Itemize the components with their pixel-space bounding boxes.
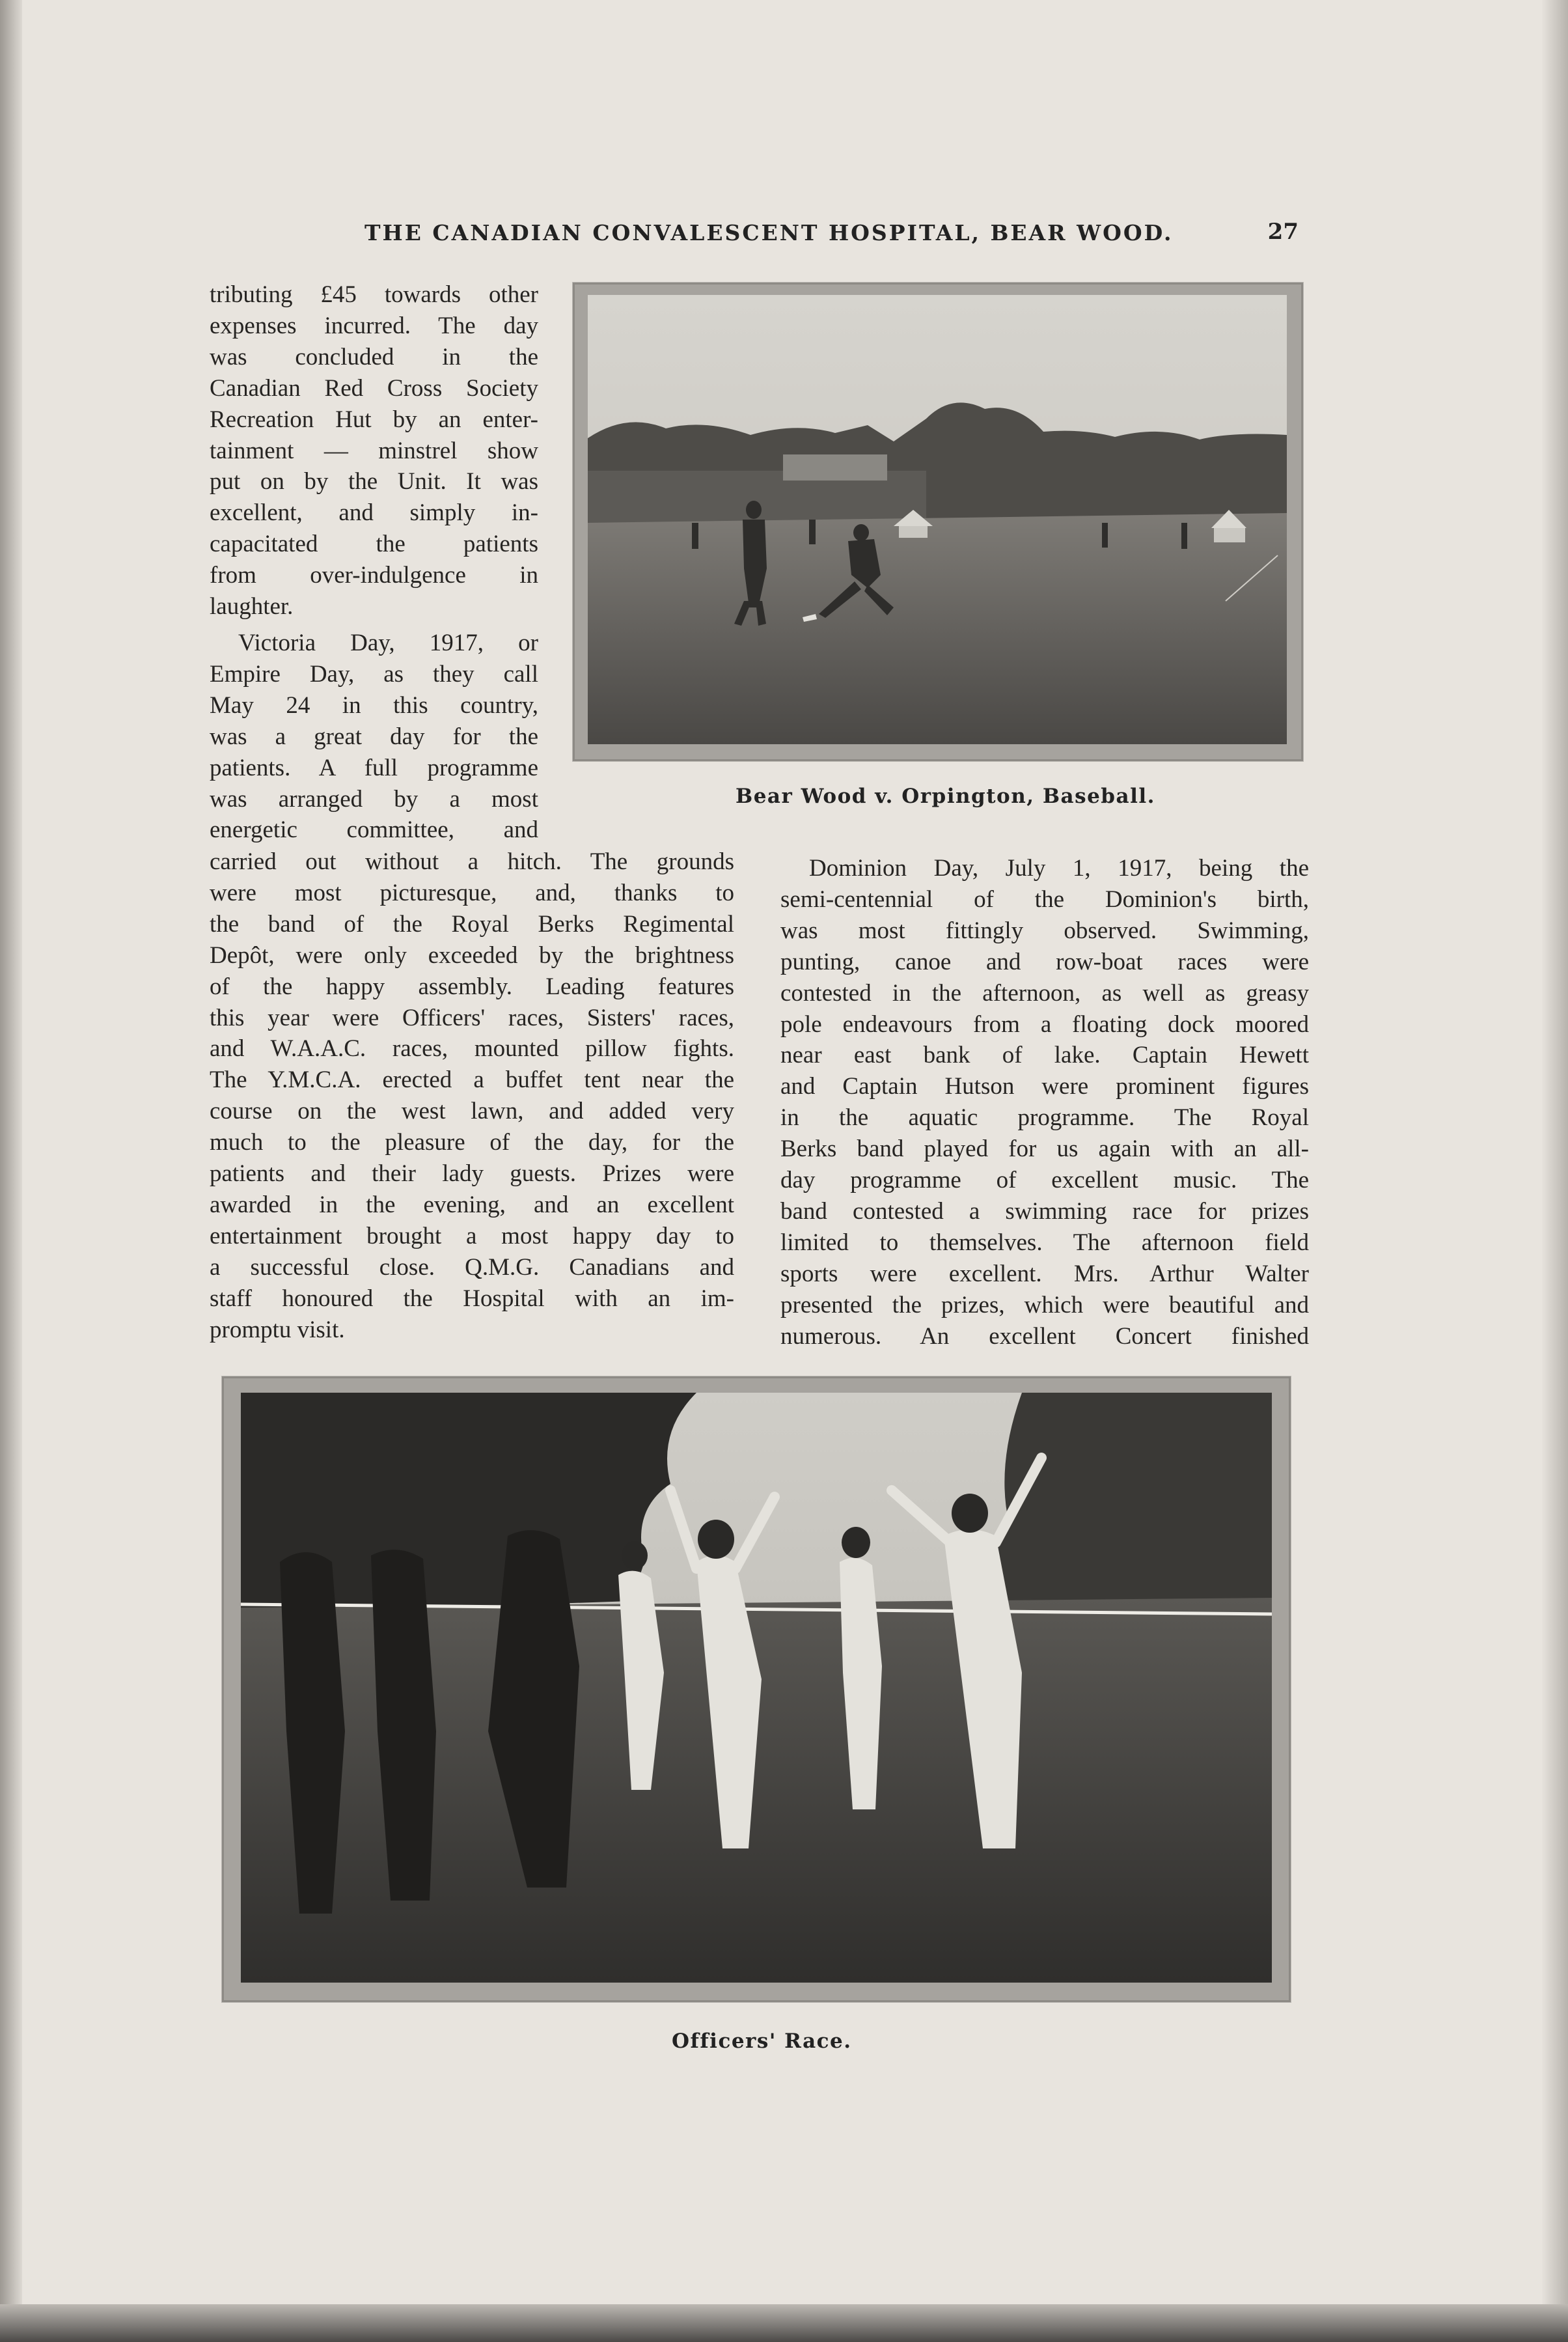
text-line: much to the pleasure of the day, for the <box>210 1129 734 1156</box>
text-line: The Y.M.C.A. erected a buffet tent near the <box>210 1066 734 1094</box>
text-line: energetic committee, and <box>210 816 538 844</box>
left-column-paragraph-1 <box>210 279 538 622</box>
text-line: promptu visit. <box>210 1316 345 1343</box>
text-line: day programme of excellent music. The <box>780 1167 1309 1194</box>
text-line: the band of the Royal Berks Regimental <box>210 910 734 938</box>
text-line: Berks band played for us again with an all- <box>780 1136 1309 1163</box>
text-line: in the aquatic programme. The Royal <box>780 1104 1309 1132</box>
text-line: Empire Day, as they call <box>210 660 538 688</box>
race-photo-frame <box>222 1376 1291 2002</box>
page-edge <box>1542 0 1568 2342</box>
text-line: excellent, and simply in- <box>210 499 538 527</box>
text-line: of the happy assembly. Leading features <box>210 973 734 1000</box>
text-line: awarded in the evening, and an excellent <box>210 1191 734 1218</box>
text-line: and W.A.A.C. races, mounted pillow fights. <box>210 1035 734 1063</box>
text-line: band contested a swimming race for prizes <box>780 1197 1309 1225</box>
baseball-photo-frame <box>573 283 1303 761</box>
spine-shadow <box>0 0 22 2342</box>
text-line: were most picturesque, and, thanks to <box>210 879 734 906</box>
text-line: patients and their lady guests. Prizes were <box>210 1160 734 1188</box>
text-line: capacitated the patients <box>210 531 538 558</box>
text-line: Canadian Red Cross Society <box>210 374 538 402</box>
page-bottom-shadow <box>0 2304 1568 2342</box>
text-line: tributing £45 towards other <box>210 281 538 308</box>
text-line: Recreation Hut by an enter- <box>210 406 538 433</box>
text-line: sports were excellent. Mrs. Arthur Walter <box>780 1260 1309 1287</box>
text-line: limited to themselves. The afternoon field <box>780 1229 1309 1256</box>
text-line: punting, canoe and row-boat races were <box>780 948 1309 975</box>
text-line: Dominion Day, July 1, 1917, being the <box>809 855 1309 882</box>
text-line: was a great day for the <box>210 723 538 750</box>
text-line: entertainment brought a most happy day to <box>210 1222 734 1249</box>
running-title: THE CANADIAN CONVALESCENT HOSPITAL, BEAR WOOD. <box>364 220 1174 245</box>
left-column-paragraph-2-narrow <box>210 628 538 846</box>
race-photo <box>241 1393 1272 1983</box>
text-line: was concluded in the <box>210 343 538 370</box>
text-line: this year were Officers' races, Sisters' races, <box>210 1004 734 1031</box>
text-line: and Captain Hutson were prominent figures <box>780 1073 1309 1100</box>
text-line: staff honoured the Hospital with an im- <box>210 1285 734 1312</box>
text-line: patients. A full programme <box>210 754 538 781</box>
text-line: carried out without a hitch. The grounds <box>210 848 734 875</box>
text-line: Depôt, were only exceeded by the brightness <box>210 941 734 969</box>
text-line: numerous. An excellent Concert finished <box>780 1322 1309 1350</box>
baseball-photo <box>588 295 1287 744</box>
text-line: pole endeavours from a floating dock moored <box>780 1011 1309 1038</box>
race-photo-image <box>241 1393 1272 1983</box>
text-line: was arranged by a most <box>210 785 538 813</box>
text-line: Victoria Day, 1917, or <box>238 630 538 656</box>
race-caption: Officers' Race. <box>672 2029 852 2053</box>
baseball-caption: Bear Wood v. Orpington, Baseball. <box>736 785 1155 808</box>
text-line: May 24 in this country, <box>210 691 538 719</box>
text-line: from over-indulgence in <box>210 562 538 589</box>
page-number: 27 <box>1267 219 1299 245</box>
text-line: laughter. <box>210 593 294 620</box>
text-line: a successful close. Q.M.G. Canadians and <box>210 1253 734 1281</box>
text-line: course on the west lawn, and added very <box>210 1098 734 1125</box>
text-line: near east bank of lake. Captain Hewett <box>780 1042 1309 1069</box>
right-column-paragraph <box>780 853 1309 1352</box>
text-line: was most fittingly observed. Swimming, <box>780 917 1309 944</box>
text-line: tainment — minstrel show <box>210 437 538 464</box>
text-line: expenses incurred. The day <box>210 312 538 339</box>
baseball-photo-image <box>588 295 1287 744</box>
text-line: presented the prizes, which were beautiful and <box>780 1291 1309 1318</box>
text-line: contested in the afternoon, as well as greasy <box>780 979 1309 1007</box>
left-column-paragraph-2-wide <box>210 846 734 1346</box>
text-line: put on by the Unit. It was <box>210 468 538 495</box>
text-line: semi-centennial of the Dominion's birth, <box>780 885 1309 913</box>
